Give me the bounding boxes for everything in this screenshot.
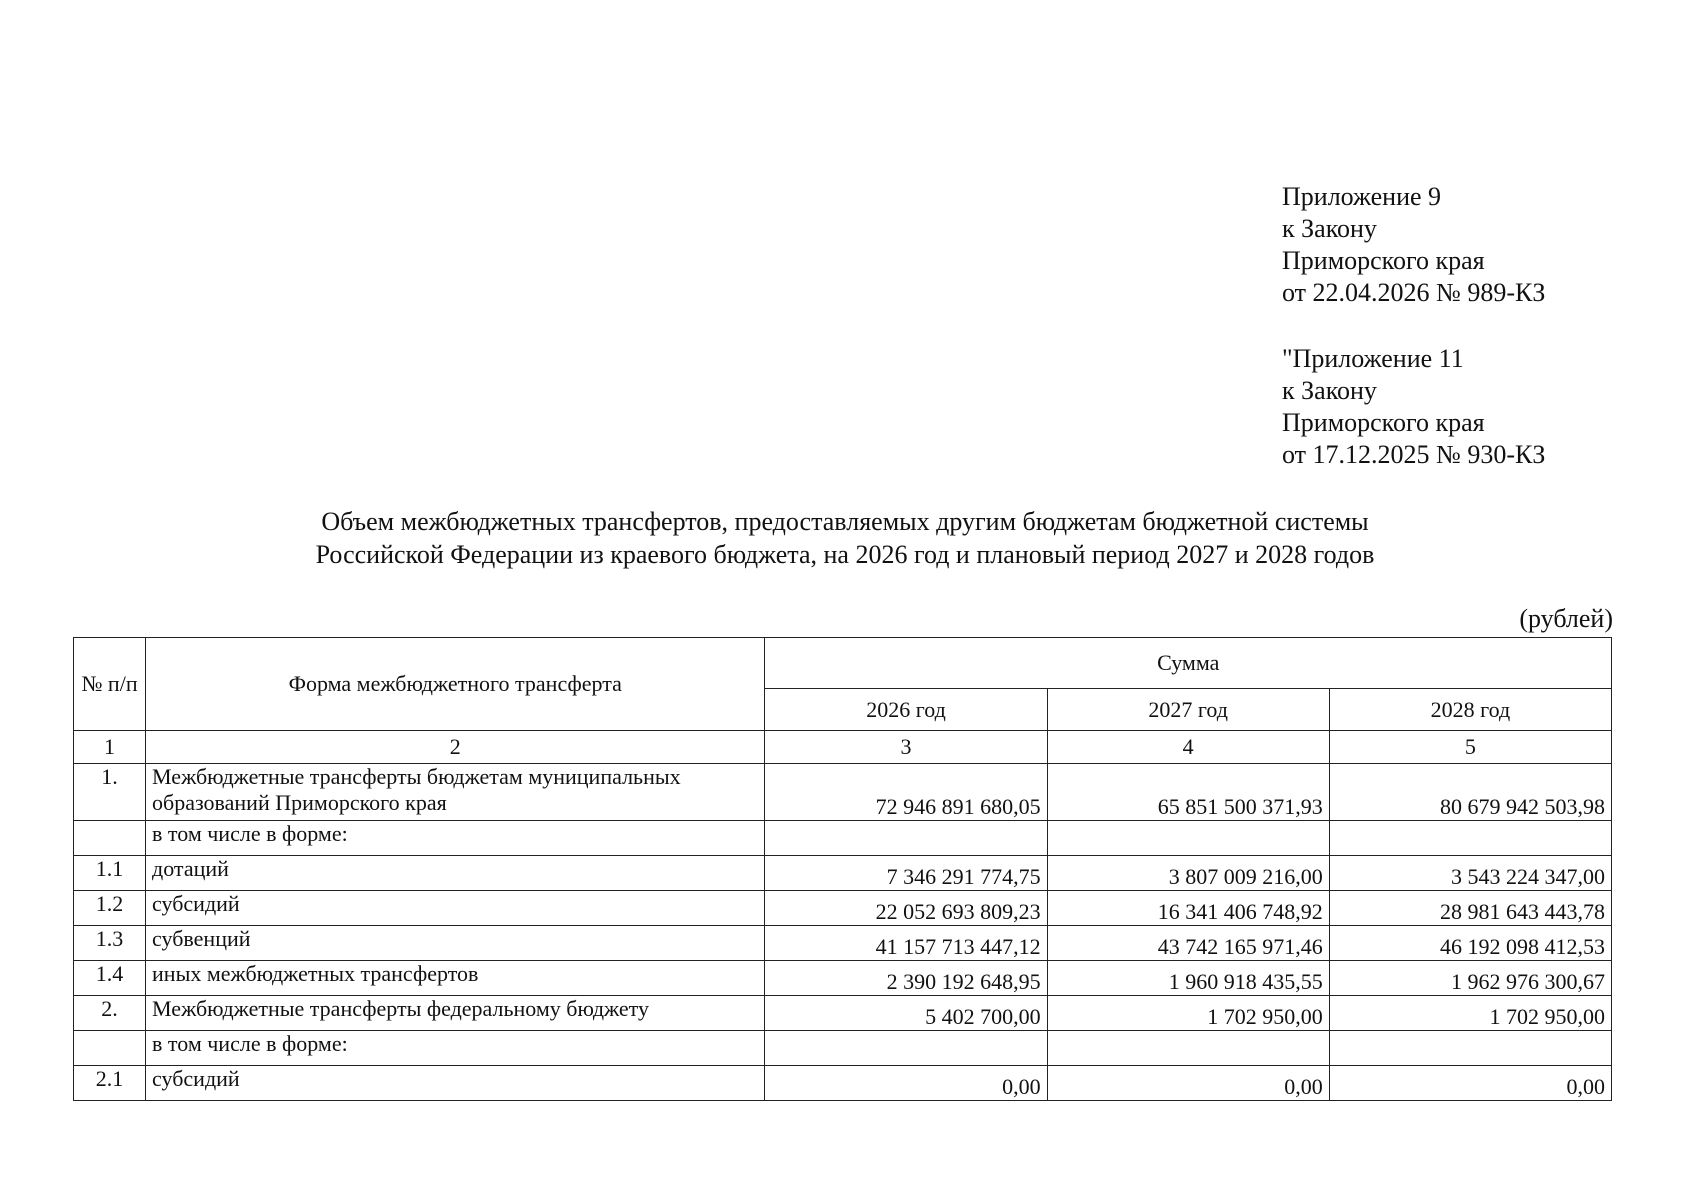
row-number: 1.2 [74,891,146,926]
value-2026: 22 052 693 809,23 [765,891,1047,926]
value-2026: 5 402 700,00 [765,996,1047,1031]
value-2028: 28 981 643 443,78 [1329,891,1611,926]
value-2028: 3 543 224 347,00 [1329,856,1611,891]
table-row [74,764,1612,821]
appendix-current-line: Приморского края [1282,246,1485,275]
row-number: 2. [74,996,146,1031]
table-row [74,1066,1612,1101]
row-number: 1.1 [74,856,146,891]
appendix-original-line: от 17.12.2025 № 930-КЗ [1282,440,1546,469]
value-2028: 80 679 942 503,98 [1329,764,1611,821]
row-number: 1. [74,764,146,821]
table-row [74,891,1612,926]
column-index: 5 [1329,731,1611,764]
header-num: № п/п [74,638,146,731]
appendix-original-line: к Закону [1282,376,1377,405]
units-label: (рублей) [1519,604,1613,633]
document-title-line: Объем межбюджетных трансфертов, предоставляемых другим бюджетам бюджетной системы [321,507,1369,536]
row-label: иных межбюджетных трансфертов [146,961,765,996]
value-2027 [1047,821,1329,856]
appendix-original-header [1282,343,1545,471]
table-row [74,926,1612,961]
row-number: 2.1 [74,1066,146,1101]
row-label: Межбюджетные трансферты бюджетам муниципальных образований Приморского края [146,764,765,821]
value-2026: 2 390 192 648,95 [765,961,1047,996]
value-2026: 72 946 891 680,05 [765,764,1047,821]
appendix-original-line: Приморского края [1282,408,1485,437]
header-year-2028: 2028 год [1329,689,1611,731]
row-label: дотаций [146,856,765,891]
header-year-2026: 2026 год [765,689,1047,731]
row-number: 1.3 [74,926,146,961]
value-2027: 1 702 950,00 [1047,996,1329,1031]
value-2028: 1 702 950,00 [1329,996,1611,1031]
table-row [74,856,1612,891]
value-2026: 0,00 [765,1066,1047,1101]
transfers-table [73,637,1612,1101]
appendix-current-line: к Закону [1282,214,1377,243]
value-2026: 41 157 713 447,12 [765,926,1047,961]
value-2027: 3 807 009 216,00 [1047,856,1329,891]
column-index: 3 [765,731,1047,764]
header-sum: Сумма [765,638,1612,689]
header-form: Форма межбюджетного трансферта [146,638,765,731]
table-row [74,1031,1612,1066]
row-number [74,1031,146,1066]
value-2027 [1047,1031,1329,1066]
row-number: 1.4 [74,961,146,996]
row-label: субсидий [146,1066,765,1101]
table-row [74,821,1612,856]
document-title [0,505,1690,571]
column-index: 1 [74,731,146,764]
value-2028 [1329,821,1611,856]
value-2028: 1 962 976 300,67 [1329,961,1611,996]
row-label: Межбюджетные трансферты федеральному бюджету [146,996,765,1031]
appendix-current-header [1282,181,1545,309]
header-year-2027: 2027 год [1047,689,1329,731]
value-2028: 0,00 [1329,1066,1611,1101]
value-2027: 0,00 [1047,1066,1329,1101]
row-label: субсидий [146,891,765,926]
value-2027: 16 341 406 748,92 [1047,891,1329,926]
value-2026: 7 346 291 774,75 [765,856,1047,891]
appendix-current-line: от 22.04.2026 № 989-КЗ [1282,278,1546,307]
row-number [74,821,146,856]
value-2027: 1 960 918 435,55 [1047,961,1329,996]
value-2028: 46 192 098 412,53 [1329,926,1611,961]
appendix-original-line: "Приложение 11 [1282,344,1464,373]
value-2027: 65 851 500 371,93 [1047,764,1329,821]
row-label: в том числе в форме: [146,1031,765,1066]
value-2026 [765,1031,1047,1066]
value-2027: 43 742 165 971,46 [1047,926,1329,961]
row-label: субвенций [146,926,765,961]
column-index: 4 [1047,731,1329,764]
appendix-current-line: Приложение 9 [1282,182,1442,211]
table-row [74,961,1612,996]
value-2026 [765,821,1047,856]
document-title-line: Российской Федерации из краевого бюджета, на 2026 год и плановый период 2027 и 2028 годов [315,540,1375,569]
value-2028 [1329,1031,1611,1066]
table-row [74,996,1612,1031]
column-index: 2 [146,731,765,764]
row-label: в том числе в форме: [146,821,765,856]
